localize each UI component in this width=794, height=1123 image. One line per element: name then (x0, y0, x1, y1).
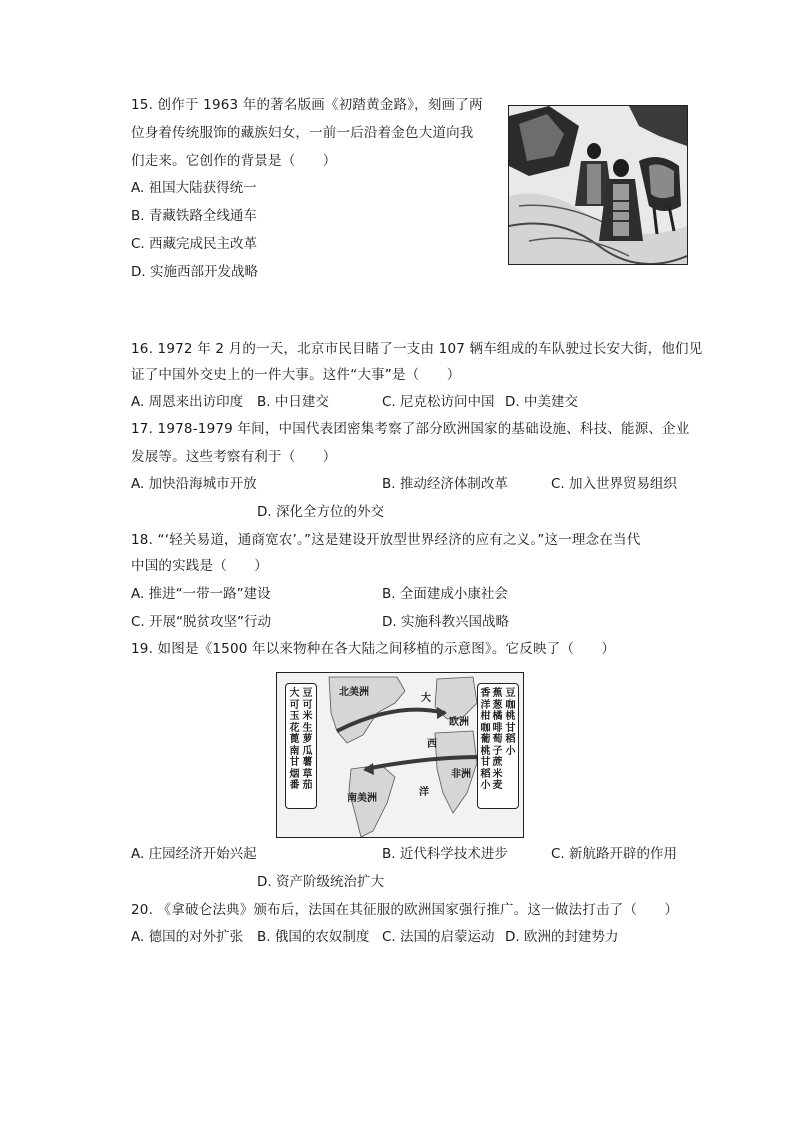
q15-stem-line3: 们走来。它创作的背景是（ ） (131, 153, 337, 169)
q15-stem-line2: 位身着传统服饰的藏族妇女，一前一后沿着金色大道向我 (131, 125, 474, 141)
q18-stem-line1: 18. “‘轻关易道，通商宽农’。”这是建设开放型世界经济的应有之义。”这一理念在当代 (131, 532, 641, 548)
q17-option-b[interactable]: B. 推动经济体制改革 (382, 476, 508, 492)
q19-option-a[interactable]: A. 庄园经济开始兴起 (131, 846, 257, 862)
label-xi: 西 (427, 739, 437, 750)
old-world-crops-col3: 蕉葱橘啡萄子蔗米麦 (492, 688, 503, 791)
q19-stem-line1: 19. 如图是《1500 年以来物种在各大陆之间移植的示意图》。它反映了（ ） (131, 641, 616, 657)
q16-option-d[interactable]: D. 中美建交 (505, 394, 578, 410)
label-south-america: 南美洲 (347, 793, 377, 804)
q17-stem-line2: 发展等。这些考察有利于（ ） (131, 449, 337, 465)
q17-option-d[interactable]: D. 深化全方位的外交 (257, 504, 384, 520)
label-north-america: 北美洲 (339, 687, 369, 698)
q17-stem-line1: 17. 1978-1979 年间，中国代表团密集考察了部分欧洲国家的基础设施、科技、能源、企业 (131, 421, 690, 437)
q18-option-d[interactable]: D. 实施科教兴国战略 (382, 614, 509, 630)
q20-option-a[interactable]: A. 德国的对外扩张 (131, 929, 244, 945)
q15-option-d[interactable]: D. 实施西部开发战略 (131, 264, 258, 280)
q18-option-c[interactable]: C. 开展“脱贫攻坚”行动 (131, 614, 271, 630)
americas-crops-box (285, 683, 317, 809)
q18-stem-line2: 中国的实践是（ ） (131, 558, 268, 574)
q19-option-b[interactable]: B. 近代科学技术进步 (382, 846, 508, 862)
species-transplant-map (276, 672, 524, 838)
q16-option-c[interactable]: C. 尼克松访问中国 (382, 394, 495, 410)
q19-option-d[interactable]: D. 资产阶级统治扩大 (257, 874, 384, 890)
old-world-crops-col1: 豆咖桃甘稻小 (505, 688, 516, 757)
q20-option-b[interactable]: B. 俄国的农奴制度 (257, 929, 370, 945)
q17-option-a[interactable]: A. 加快沿海城市开放 (131, 476, 257, 492)
q20-stem-line1: 20. 《拿破仑法典》颁布后，法国在其征服的欧洲国家强行推广。这一做法打击了（ ） (131, 902, 679, 918)
q17-option-c[interactable]: C. 加入世界贸易组织 (551, 476, 678, 492)
q18-option-a[interactable]: A. 推进“一带一路”建设 (131, 586, 271, 602)
label-europe: 欧洲 (449, 717, 469, 728)
q16-stem-line1: 16. 1972 年 2 月的一天，北京市民目睹了一支由 107 辆车组成的车队驶过长安大街，他们见 (131, 341, 703, 357)
americas-crops-col1: 豆可米生萝瓜薯草茄 (302, 688, 313, 791)
old-world-crops-col2: 香洋柑咖葡桃甘稻小 (480, 688, 491, 791)
q15-stem-line1: 15. 创作于 1963 年的著名版画《初踏黄金路》，刻画了两 (131, 97, 483, 113)
q15-option-c[interactable]: C. 西藏完成民主改革 (131, 236, 258, 252)
q16-stem-line2: 证了中国外交史上的一件大事。这件“大事”是（ ） (131, 367, 461, 383)
q18-option-b[interactable]: B. 全面建成小康社会 (382, 586, 508, 602)
label-africa: 非洲 (451, 769, 471, 780)
woodcut-print-image (508, 105, 688, 265)
label-yang: 洋 (419, 787, 429, 798)
q15-option-a[interactable]: A. 祖国大陆获得统一 (131, 180, 257, 196)
q20-option-c[interactable]: C. 法国的启蒙运动 (382, 929, 495, 945)
q20-option-d[interactable]: D. 欧洲的封建势力 (505, 929, 619, 945)
q15-option-b[interactable]: B. 青藏铁路全线通车 (131, 208, 257, 224)
label-da: 大 (421, 693, 431, 704)
q16-option-a[interactable]: A. 周恩来出访印度 (131, 394, 244, 410)
old-world-crops-box (477, 683, 519, 809)
q16-option-b[interactable]: B. 中日建交 (257, 394, 329, 410)
americas-crops-col2: 大可玉花蓖南甘烟番 (289, 688, 300, 791)
q19-option-c[interactable]: C. 新航路开辟的作用 (551, 846, 678, 862)
